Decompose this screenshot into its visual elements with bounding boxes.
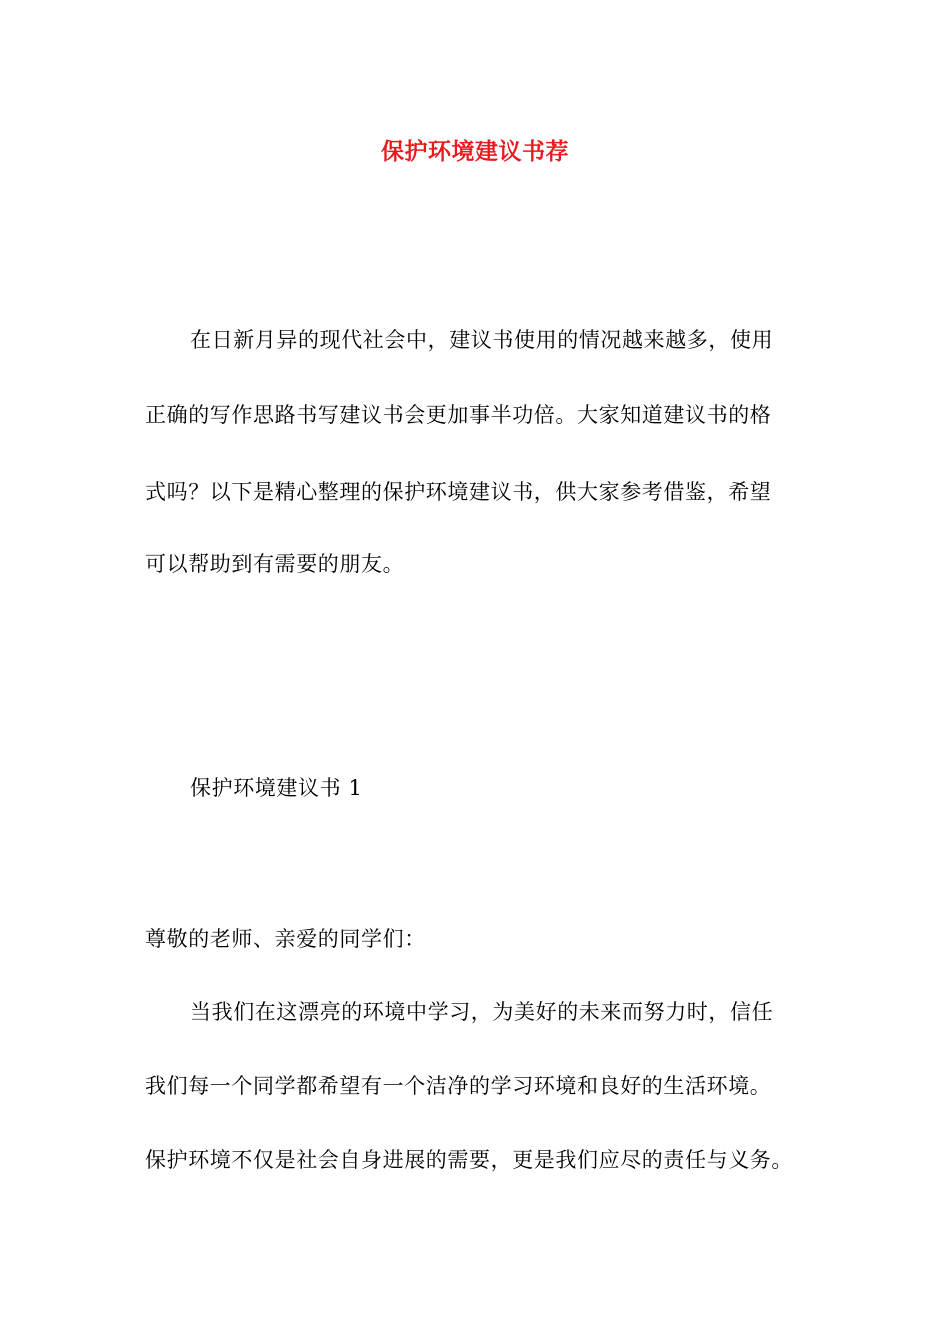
body-line-3: 保护环境不仅是社会自身进展的需要，更是我们应尽的责任与义务。 bbox=[145, 1148, 793, 1172]
body-line-2: 我们每一个同学都希望有一个洁净的学习环境和良好的生活环境。 bbox=[145, 1074, 772, 1098]
intro-line-3: 式吗？以下是精心整理的保护环境建议书，供大家参考借鉴，希望 bbox=[145, 480, 772, 504]
document-title: 保护环境建议书荐 bbox=[381, 138, 569, 165]
section-heading: 保护环境建议书 1 bbox=[190, 776, 363, 800]
body-line-1: 当我们在这漂亮的环境中学习，为美好的未来而努力时，信任 bbox=[190, 1000, 774, 1024]
salutation: 尊敬的老师、亲爱的同学们： bbox=[145, 927, 426, 951]
intro-line-1: 在日新月异的现代社会中，建议书使用的情况越来越多，使用 bbox=[190, 328, 774, 352]
intro-line-4: 可以帮助到有需要的朋友。 bbox=[145, 552, 405, 576]
intro-line-2: 正确的写作思路书写建议书会更加事半功倍。大家知道建议书的格 bbox=[145, 403, 772, 427]
